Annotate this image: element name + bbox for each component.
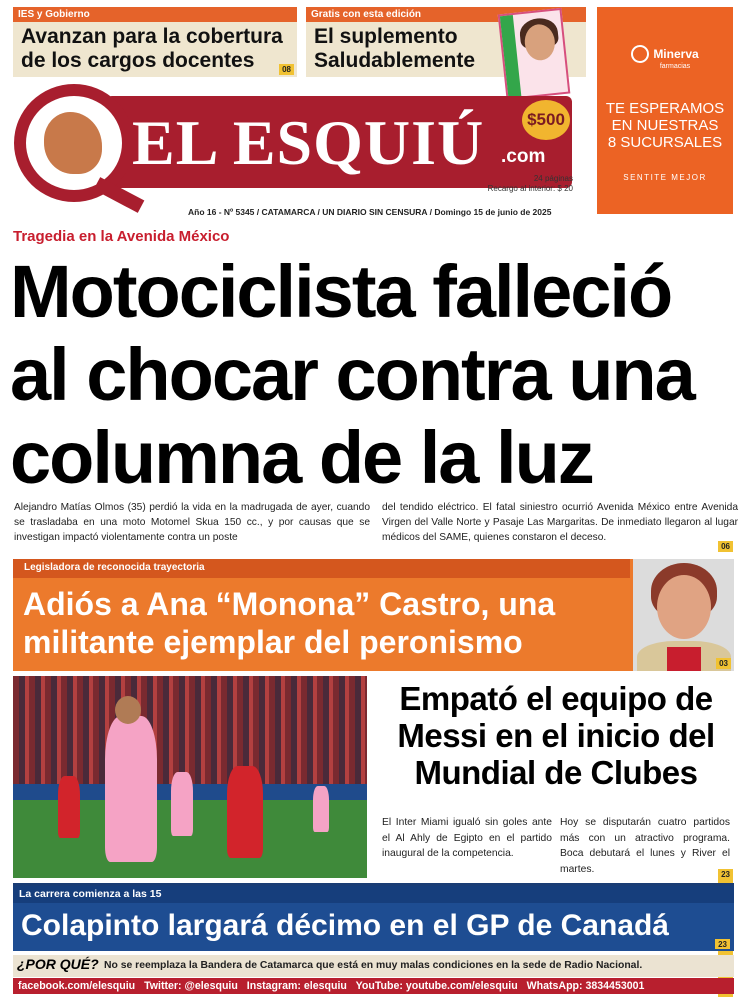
footer-instagram[interactable]: Instagram: elesquiu bbox=[246, 980, 347, 992]
teaser-kicker: IES y Gobierno bbox=[13, 7, 297, 22]
player-teammate bbox=[313, 786, 329, 832]
obit-headline: Adiós a Ana “Monona” Castro, una militante ejemplar del peronismo bbox=[23, 586, 556, 660]
player-rival bbox=[227, 766, 263, 858]
teaser-title: Avanzan para la cobertura de los cargos docentes bbox=[21, 25, 283, 72]
lead-kicker: Tragedia en la Avenida México bbox=[13, 228, 230, 245]
cola-kicker: La carrera comienza a las 15 bbox=[13, 886, 734, 903]
player-teammate bbox=[171, 772, 193, 836]
teaser-supplement[interactable] bbox=[306, 7, 586, 77]
page-number: 06 bbox=[718, 541, 733, 552]
porque-text: No se reemplaza la Bandera de Catamarca que está en muy malas condiciones en la sede de Radio Nacional. bbox=[104, 960, 643, 971]
masthead-name: EL ESQUIÚ bbox=[132, 107, 485, 178]
ad-brand bbox=[597, 45, 733, 63]
cola-headline: Colapinto largará décimo en el GP de Canadá bbox=[21, 909, 669, 942]
messi-headline[interactable]: Empató el equipo de Messi en el inicio del Mundial de Clubes bbox=[397, 680, 715, 791]
player-messi-head bbox=[115, 696, 141, 724]
player-rival bbox=[58, 776, 80, 838]
portrait-face bbox=[657, 575, 711, 639]
masthead-q-logo-icon bbox=[14, 84, 134, 202]
masthead-domain: .com bbox=[501, 146, 546, 167]
social-footer bbox=[13, 978, 734, 994]
masthead bbox=[14, 84, 589, 218]
lead-body-col-1: Alejandro Matías Olmos (35) perdió la vida en la madrugada de ayer, cuando se trasladaba en una moto Motomel Skua 150 cc., y por causas que se investigan impactó violentamente contra un poste bbox=[14, 502, 370, 543]
ad-brand-name: Minerva bbox=[653, 47, 699, 61]
obit-kicker: Legisladora de reconocida trayectoria bbox=[13, 559, 630, 578]
footer-whatsapp[interactable]: WhatsApp: 3834453001 bbox=[526, 980, 645, 992]
lead-headline[interactable]: Motociclista falleció al chocar contra una columna de la luz bbox=[10, 250, 694, 499]
messi-body-col-2: Hoy se disputarán cuatro partidos más con un atractivo programa. Boca debutará el lunes y River el martes. bbox=[560, 817, 730, 875]
photo-crowd bbox=[13, 676, 367, 786]
footer-youtube[interactable]: YouTube: youtube.com/elesquiu bbox=[355, 980, 518, 992]
messi-body-col-1: El Inter Miami igualó sin goles ante el Al Ahly de Egipto en el partido inaugural de la competencia. bbox=[382, 817, 552, 859]
brand-logo-icon bbox=[631, 45, 649, 63]
ad-tagline: SENTITE MEJOR bbox=[623, 173, 707, 182]
portrait-image bbox=[633, 559, 734, 671]
teaser-kicker: Gratis con esta edición bbox=[306, 7, 586, 22]
colapinto-story[interactable] bbox=[13, 883, 734, 951]
ad-line: TE ESPERAMOS bbox=[605, 100, 725, 117]
logo-figure bbox=[44, 112, 102, 174]
player-messi bbox=[105, 716, 157, 862]
page-count: 24 páginas bbox=[533, 174, 573, 183]
ad-line: EN NUESTRAS bbox=[611, 117, 719, 134]
page-number: 23 bbox=[718, 869, 733, 997]
pharmacy-ad[interactable] bbox=[597, 7, 733, 214]
lead-body-col-2: del tendido eléctrico. El fatal siniestro ocurrió Avenida México entre Avenida Virgen del Valle Norte y Pasaje Las Margaritas. De inmediato llegaron al lugar médicos del SAME, quienes constaron el deceso. bbox=[382, 502, 738, 543]
price-badge: $500 bbox=[522, 100, 570, 140]
ad-brand-sub: farmacias bbox=[659, 63, 691, 70]
football-photo bbox=[13, 676, 367, 878]
teaser-ies[interactable] bbox=[13, 7, 297, 77]
portrait-shirt bbox=[667, 647, 701, 671]
dateline: Año 16 - Nº 5345 / CATAMARCA / UN DIARIO SIN CENSURA / Domingo 15 de junio de 2025 bbox=[188, 207, 552, 217]
footer-facebook[interactable]: facebook.com/elesquiu bbox=[18, 980, 136, 992]
porque-tag: ¿POR QUÉ? bbox=[17, 956, 99, 972]
porque-strip bbox=[13, 955, 734, 977]
page-number: 23 bbox=[715, 939, 730, 949]
masthead-pages bbox=[488, 174, 573, 194]
page-number: 08 bbox=[279, 64, 294, 75]
surcharge: Recargo al interior: $ 20 bbox=[487, 184, 573, 193]
ad-line: 8 SUCURSALES bbox=[607, 134, 723, 151]
footer-twitter[interactable]: Twitter: @elesquiu bbox=[144, 980, 238, 992]
obituary-story[interactable] bbox=[13, 559, 734, 671]
page-number: 03 bbox=[716, 658, 731, 669]
teaser-title: El suplemento Saludablemente bbox=[314, 25, 476, 72]
